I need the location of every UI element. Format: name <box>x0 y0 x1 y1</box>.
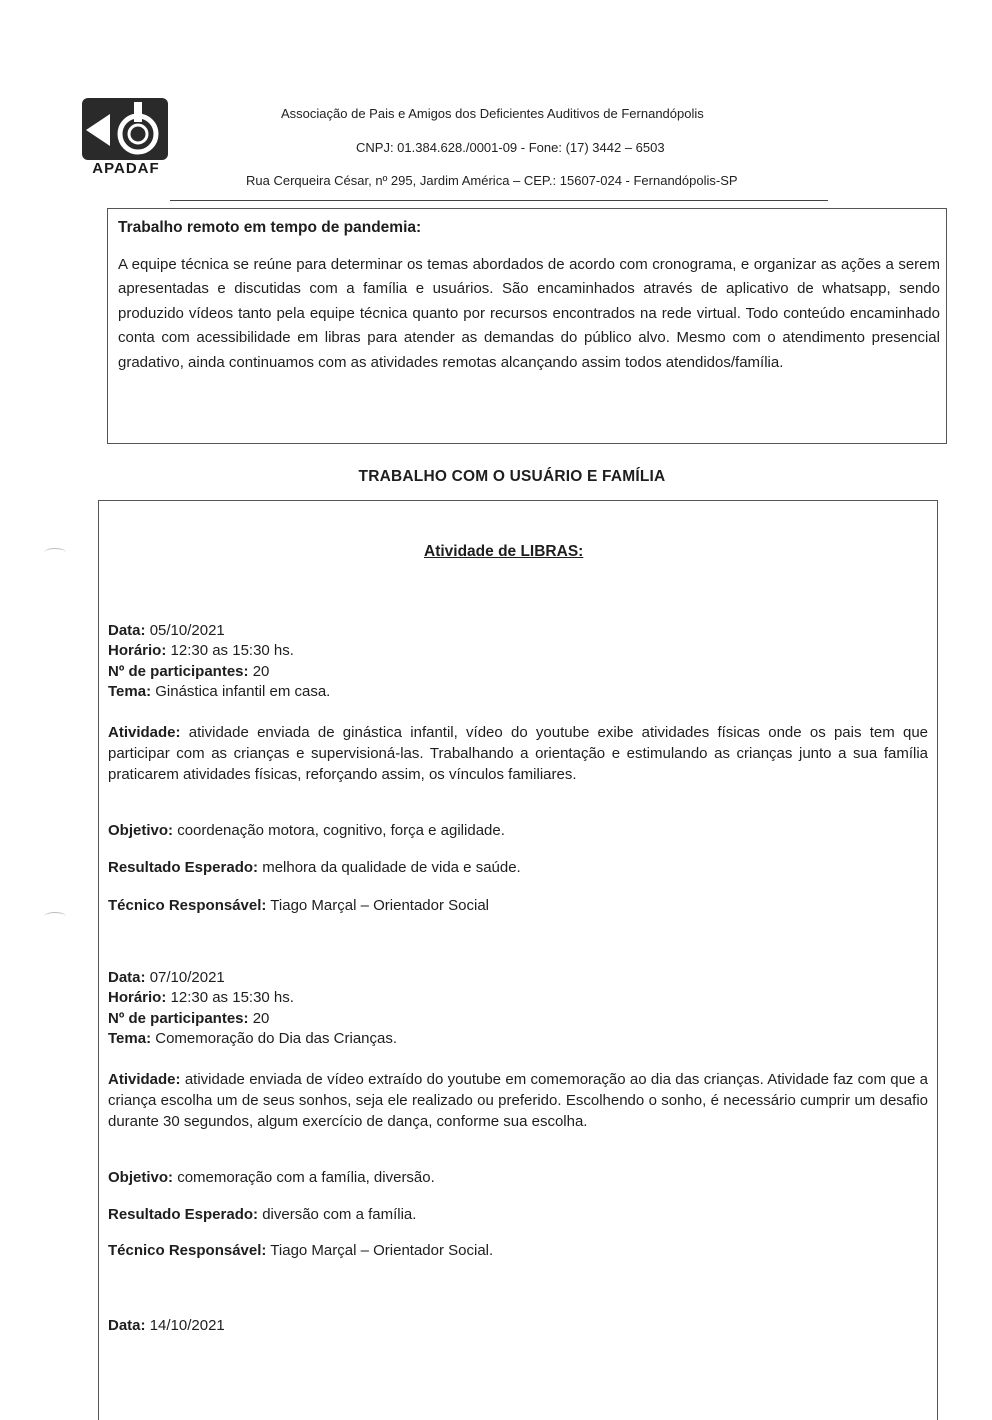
entry-1-time: Horário: 12:30 as 15:30 hs. <box>108 642 294 659</box>
entry-1-theme: Tema: Ginástica infantil em casa. <box>108 683 331 700</box>
entry-2-date: Data: 07/10/2021 <box>108 969 225 986</box>
entry-2-activity: Atividade: atividade enviada de vídeo extraído do youtube em comemoração ao dia das crianças. Atividade faz com que a criança escolha um de seus sonhos, seja ele realizado ou preferido. Escolhendo o sonho, é necessário cumprir um desafio durante 30 segundos, algum exercício de dança, conforme sua escolha. <box>108 1071 928 1130</box>
section-title: TRABALHO COM O USUÁRIO E FAMÍLIA <box>358 468 666 485</box>
header-divider <box>170 200 828 201</box>
entry-3-date: Data: 14/10/2021 <box>108 1317 225 1334</box>
entry-2-theme: Tema: Comemoração do Dia das Crianças. <box>108 1030 398 1047</box>
entry-1-date: Data: 05/10/2021 <box>108 622 225 639</box>
logo-text: APADAF <box>92 160 160 177</box>
entry-1-objective: Objetivo: coordenação motora, cognitivo, força e agilidade. <box>108 822 505 839</box>
remote-work-text: A equipe técnica se reúne para determinar os temas abordados de acordo com cronograma, e organizar as ações a serem apresentadas e discutidas com a família e usuários. São encaminhados através de aplicativo de whatsapp, sendo produzido vídeos tanto pela equipe técnica quanto por recursos encontrados na rede virtual. Todo conteúdo encaminhado conta com acessibilidade em libras para atender as demandas do público alvo. Mesmo com o atendimento presencial gradativo, ainda continuamos com as atividades remotas alcançando assim todos atendidos/família. <box>118 256 940 371</box>
entry-2-expected-result: Resultado Esperado: diversão com a família. <box>108 1206 417 1223</box>
entry-1-expected-result: Resultado Esperado: melhora da qualidade de vida e saúde. <box>108 859 521 876</box>
entry-1-participants: Nº de participantes: 20 <box>108 663 270 680</box>
activity-title: Atividade de LIBRAS: <box>424 543 584 560</box>
remote-work-title: Trabalho remoto em tempo de pandemia: <box>118 219 422 236</box>
entry-1-activity: Atividade: atividade enviada de ginástica infantil, vídeo do youtube exibe atividades físicas onde os pais tem que participar com as crianças e supervisioná-las. Trabalhando a orientação e estimulando as crianças junto a sua família praticarem atividades físicas, reforçando assim, os vínculos familiares. <box>108 724 928 783</box>
organization-address: Rua Cerqueira César, nº 295, Jardim América – CEP.: 15607-024 - Fernandópolis-SP <box>246 173 738 188</box>
organization-name: Associação de Pais e Amigos dos Deficientes Auditivos de Fernandópolis <box>281 106 704 121</box>
entry-2-objective: Objetivo: comemoração com a família, diversão. <box>108 1169 435 1186</box>
remote-work-box <box>107 208 947 444</box>
entry-2-time: Horário: 12:30 as 15:30 hs. <box>108 989 294 1006</box>
entry-2-technician: Técnico Responsável: Tiago Marçal – Orientador Social. <box>108 1242 494 1259</box>
scan-mark <box>44 912 66 921</box>
apadaf-logo-icon <box>80 96 172 162</box>
scan-mark <box>44 548 66 557</box>
organization-contact: CNPJ: 01.384.628./0001-09 - Fone: (17) 3442 – 6503 <box>356 140 665 155</box>
entry-2-participants: Nº de participantes: 20 <box>108 1010 270 1027</box>
entry-1-technician: Técnico Responsável: Tiago Marçal – Orientador Social <box>108 897 490 914</box>
apadaf-logo <box>80 96 172 177</box>
